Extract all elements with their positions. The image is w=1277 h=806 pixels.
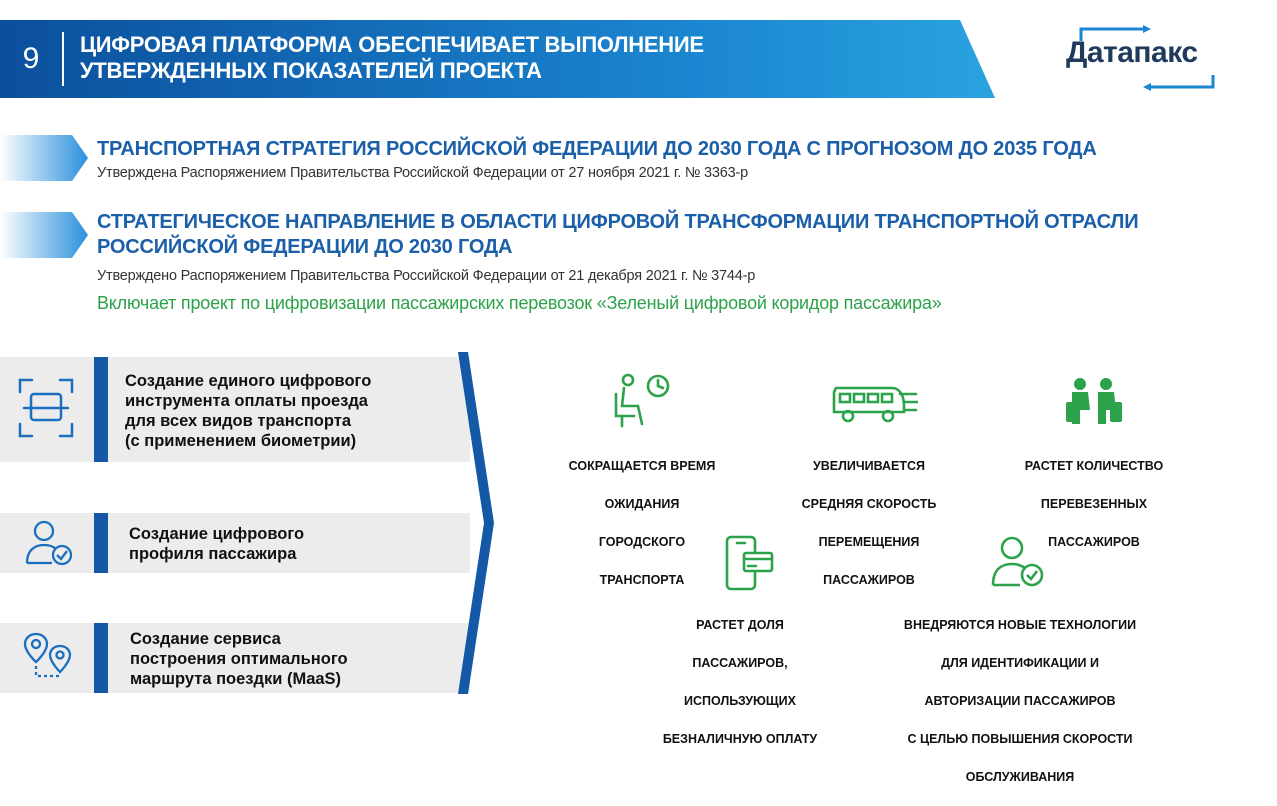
measure-text-line: инструмента оплаты проезда bbox=[125, 392, 368, 410]
phone-card-icon bbox=[724, 535, 776, 591]
strategy-title-line: ТРАНСПОРТНАЯ СТРАТЕГИЯ РОССИЙСКОЙ ФЕДЕРАЦИИ ДО 2030 ГОДА С ПРОГНОЗОМ ДО 2035 ГОДА bbox=[97, 138, 1097, 160]
measure-text-line: Создание цифрового bbox=[129, 525, 305, 543]
measure-accent-bar bbox=[94, 513, 108, 573]
result-label-line: ПАССАЖИРОВ bbox=[1048, 535, 1140, 549]
logo-text: Датапакс bbox=[1066, 36, 1198, 69]
measure-text-line: Создание единого цифрового bbox=[125, 372, 372, 390]
header-divider bbox=[62, 32, 64, 86]
slide-number: 9 bbox=[22, 42, 40, 75]
big-chevron-icon bbox=[458, 352, 494, 694]
result-label-line: ПАССАЖИРОВ bbox=[823, 573, 915, 587]
result-label bbox=[552, 438, 732, 609]
result-label-line: С ЦЕЛЬЮ ПОВЫШЕНИЯ СКОРОСТИ bbox=[907, 732, 1133, 746]
result-label-line: ПЕРЕМЕЩЕНИЯ bbox=[818, 535, 920, 549]
strategy-title bbox=[97, 137, 1097, 162]
user-verified-icon bbox=[990, 535, 1046, 589]
section-chevron bbox=[0, 212, 88, 258]
measure-accent-bar bbox=[94, 623, 108, 693]
fast-bus-icon bbox=[830, 384, 918, 424]
result-label-line: АВТОРИЗАЦИИ ПАССАЖИРОВ bbox=[924, 694, 1116, 708]
face-scan-icon bbox=[18, 378, 74, 438]
result-label-line: ПАССАЖИРОВ, bbox=[692, 656, 788, 670]
section-chevron bbox=[0, 135, 88, 181]
strategy-note: Включает проект по цифровизации пассажирских перевозок «Зеленый цифровой коридор пассажира» bbox=[97, 293, 942, 313]
passengers-icon bbox=[1064, 376, 1124, 426]
strategy-title-line: РОССИЙСКОЙ ФЕДЕРАЦИИ ДО 2030 ГОДА bbox=[97, 236, 513, 258]
measure-text-line: маршрута поездки (MaaS) bbox=[130, 670, 342, 688]
result-label-line: ТРАНСПОРТА bbox=[599, 573, 685, 587]
measure-accent-bar bbox=[94, 357, 108, 462]
user-check-icon bbox=[24, 519, 74, 567]
page-title bbox=[80, 32, 800, 84]
measure-text-line: Создание сервиса bbox=[130, 630, 281, 648]
measure-text bbox=[130, 629, 348, 689]
route-pins-icon bbox=[22, 632, 74, 682]
result-label-line: РАСТЕТ ДОЛЯ bbox=[696, 618, 784, 632]
measure-text-line: профиля пассажира bbox=[129, 545, 297, 563]
result-label-line: РАСТЕТ КОЛИЧЕСТВО bbox=[1024, 459, 1164, 473]
result-label bbox=[875, 597, 1165, 806]
result-label-line: ИСПОЛЬЗУЮЩИХ bbox=[684, 694, 796, 708]
result-label-line: СРЕДНЯЯ СКОРОСТЬ bbox=[801, 497, 937, 511]
result-label-line: ОЖИДАНИЯ bbox=[604, 497, 680, 511]
strategy-title bbox=[97, 210, 1197, 260]
measure-text bbox=[129, 524, 304, 564]
result-label-line: ПЕРЕВЕЗЕННЫХ bbox=[1040, 497, 1148, 511]
result-label-line: БЕЗНАЛИЧНУЮ ОПЛАТУ bbox=[662, 732, 818, 746]
result-label-line: ВНЕДРЯЮТСЯ НОВЫЕ ТЕХНОЛОГИИ bbox=[903, 618, 1137, 632]
waiting-clock-icon bbox=[612, 372, 674, 430]
page-title-line: ЦИФРОВАЯ ПЛАТФОРМА ОБЕСПЕЧИВАЕТ ВЫПОЛНЕНИЕ bbox=[80, 32, 704, 57]
result-label-line: ДЛЯ ИДЕНТИФИКАЦИИ И bbox=[941, 656, 1099, 670]
strategy-subtitle: Утверждена Распоряжением Правительства Российской Федерации от 27 ноября 2021 г. № 3363-р bbox=[97, 165, 748, 181]
measure-text-line: построения оптимального bbox=[130, 650, 348, 668]
strategy-subtitle: Утверждено Распоряжением Правительства Российской Федерации от 21 декабря 2021 г. № 3744-р bbox=[97, 268, 756, 284]
result-label-line: УВЕЛИЧИВАЕТСЯ bbox=[812, 459, 926, 473]
result-label-line: ГОРОДСКОГО bbox=[598, 535, 686, 549]
measure-text-line: для всех видов транспорта bbox=[125, 412, 352, 430]
page-title-line: УТВЕРЖДЕННЫХ ПОКАЗАТЕЛЕЙ ПРОЕКТА bbox=[80, 58, 542, 83]
measure-text bbox=[125, 371, 371, 451]
result-label-line: ОБСЛУЖИВАНИЯ bbox=[965, 770, 1075, 784]
result-label-line: СОКРАЩАЕТСЯ ВРЕМЯ bbox=[568, 459, 716, 473]
measure-text-line: (с применением биометрии) bbox=[125, 432, 357, 450]
result-label bbox=[640, 597, 840, 768]
result-label bbox=[779, 438, 959, 609]
strategy-title-line: СТРАТЕГИЧЕСКОЕ НАПРАВЛЕНИЕ В ОБЛАСТИ ЦИФРОВОЙ ТРАНСФОРМАЦИИ ТРАНСПОРТНОЙ ОТРАСЛИ bbox=[97, 211, 1139, 233]
